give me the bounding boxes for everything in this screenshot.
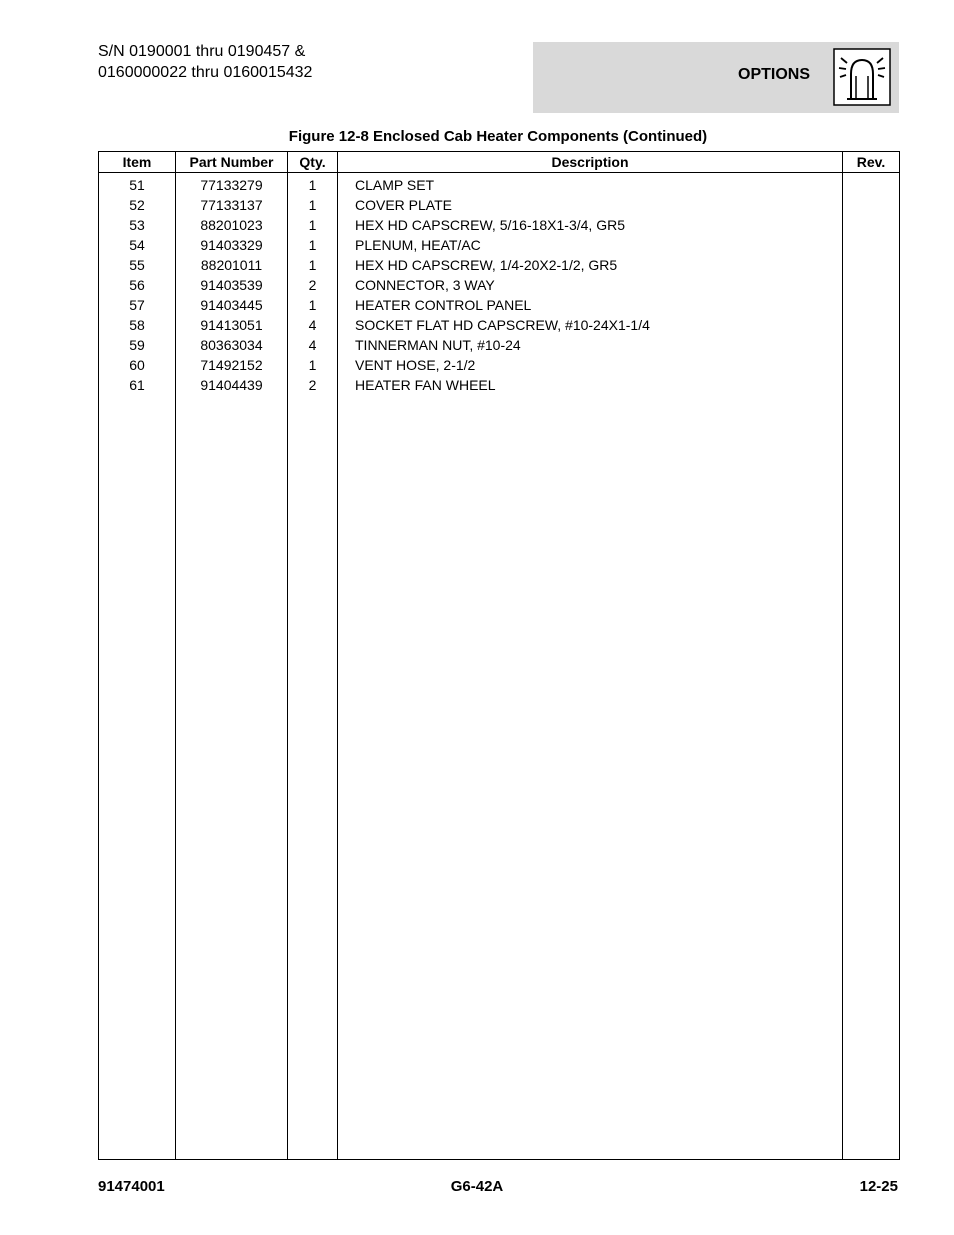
cell-item: 58 — [99, 315, 176, 335]
cell-qty: 1 — [288, 173, 338, 196]
cell-qty: 1 — [288, 355, 338, 375]
cell-item: 59 — [99, 335, 176, 355]
table-row — [99, 215, 900, 235]
cell-item: 56 — [99, 275, 176, 295]
serial-line-2: 0160000022 thru 0160015432 — [98, 64, 313, 81]
cell-rev — [843, 335, 900, 355]
cell-part-number: 91403539 — [176, 275, 288, 295]
cell-rev — [843, 275, 900, 295]
table-row — [99, 375, 900, 395]
cell-description: VENT HOSE, 2-1/2 — [338, 355, 843, 375]
table-row — [99, 355, 900, 375]
cell-rev — [843, 375, 900, 395]
cell-item: 55 — [99, 255, 176, 275]
table-filler-row — [99, 395, 900, 1160]
cell-rev — [843, 195, 900, 215]
table-header-row — [99, 152, 900, 173]
section-title: OPTIONS — [738, 66, 811, 83]
header-part-number: Part Number — [176, 152, 288, 173]
cell-item: 53 — [99, 215, 176, 235]
section-tab — [533, 42, 899, 113]
cell-part-number: 71492152 — [176, 355, 288, 375]
cell-rev — [843, 173, 900, 196]
cell-item: 57 — [99, 295, 176, 315]
parts-table — [98, 151, 900, 1160]
cell-description: TINNERMAN NUT, #10-24 — [338, 335, 843, 355]
cell-description: CLAMP SET — [338, 173, 843, 196]
cell-item: 61 — [99, 375, 176, 395]
cell-part-number: 88201011 — [176, 255, 288, 275]
table-row — [99, 315, 900, 335]
cell-description: HEATER FAN WHEEL — [338, 375, 843, 395]
cell-qty: 2 — [288, 275, 338, 295]
cell-rev — [843, 355, 900, 375]
cell-description: SOCKET FLAT HD CAPSCREW, #10-24X1-1/4 — [338, 315, 843, 335]
cell-part-number: 77133279 — [176, 173, 288, 196]
cell-qty: 4 — [288, 315, 338, 335]
header-item: Item — [99, 152, 176, 173]
table-row — [99, 275, 900, 295]
cell-item: 54 — [99, 235, 176, 255]
cell-rev — [843, 255, 900, 275]
table-row — [99, 295, 900, 315]
serial-line-1: S/N 0190001 thru 0190457 & — [98, 43, 306, 60]
cell-qty: 1 — [288, 255, 338, 275]
table-row — [99, 335, 900, 355]
table-row — [99, 195, 900, 215]
cell-qty: 2 — [288, 375, 338, 395]
parts-table-body — [99, 173, 900, 1160]
cell-part-number: 91403329 — [176, 235, 288, 255]
cell-item: 52 — [99, 195, 176, 215]
cell-description: HEX HD CAPSCREW, 5/16-18X1-3/4, GR5 — [338, 215, 843, 235]
cell-rev — [843, 315, 900, 335]
footer-page-number: 12-25 — [859, 1178, 898, 1195]
footer-manual-code: G6-42A — [450, 1178, 504, 1195]
cell-description: PLENUM, HEAT/AC — [338, 235, 843, 255]
table-row — [99, 235, 900, 255]
figure-title: Figure 12-8 Enclosed Cab Heater Components (Continued) — [288, 128, 708, 145]
cell-rev — [843, 215, 900, 235]
cell-item: 60 — [99, 355, 176, 375]
serial-range — [98, 41, 312, 83]
cell-part-number: 91404439 — [176, 375, 288, 395]
cell-part-number: 88201023 — [176, 215, 288, 235]
cell-part-number: 77133137 — [176, 195, 288, 215]
cell-qty: 1 — [288, 295, 338, 315]
cell-qty: 4 — [288, 335, 338, 355]
cell-description: COVER PLATE — [338, 195, 843, 215]
cell-rev — [843, 235, 900, 255]
header-description: Description — [338, 152, 843, 173]
cell-item: 51 — [99, 173, 176, 196]
header-qty: Qty. — [288, 152, 338, 173]
cell-part-number: 91413051 — [176, 315, 288, 335]
cell-qty: 1 — [288, 195, 338, 215]
cell-description: HEX HD CAPSCREW, 1/4-20X2-1/2, GR5 — [338, 255, 843, 275]
table-row — [99, 255, 900, 275]
beacon-light-icon — [833, 48, 891, 106]
cell-rev — [843, 295, 900, 315]
cell-description: HEATER CONTROL PANEL — [338, 295, 843, 315]
cell-description: CONNECTOR, 3 WAY — [338, 275, 843, 295]
cell-part-number: 80363034 — [176, 335, 288, 355]
cell-qty: 1 — [288, 215, 338, 235]
cell-part-number: 91403445 — [176, 295, 288, 315]
footer-document-number: 91474001 — [98, 1178, 165, 1195]
table-row — [99, 173, 900, 196]
cell-qty: 1 — [288, 235, 338, 255]
header-rev: Rev. — [843, 152, 900, 173]
